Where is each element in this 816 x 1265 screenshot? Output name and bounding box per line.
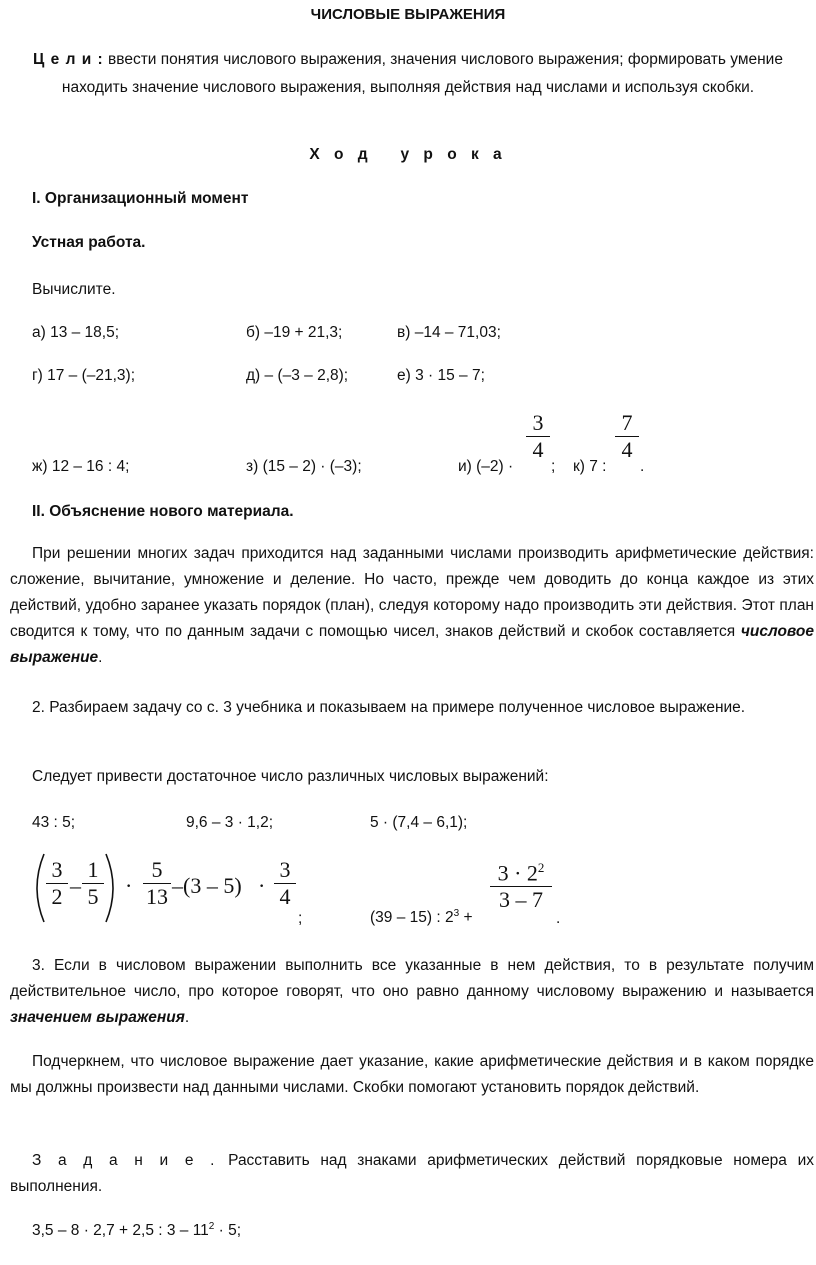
fraction-1-5-denominator: 5 — [87, 884, 99, 909]
expr-part2-exponent: 3 — [453, 908, 460, 919]
final-expression — [32, 1221, 241, 1240]
fraction-k — [615, 410, 639, 463]
explanation-paragraph-1 — [10, 541, 814, 671]
multiply-dot-2: · — [258, 873, 266, 898]
p1-end: . — [98, 649, 103, 666]
multiply-dot-1: · — [125, 873, 133, 898]
example-1: 43 : 5; — [32, 814, 76, 831]
fraction-power-denominator: 3 – 7 — [499, 887, 543, 913]
example-3: 5 · (7,4 – 6,1); — [370, 814, 468, 831]
exercise-g: г) 17 – (–21,3); — [32, 367, 136, 384]
example-2: 9,6 – 3 · 1,2; — [186, 814, 274, 831]
fraction-k-denominator: 4 — [621, 437, 633, 462]
fraction-3-4 — [274, 857, 296, 910]
p1-text: При решении многих задач приходится над заданными числами производить арифметические действия: сложение, вычитание, умножение и деление. Но часто, прежде чем доводить до конца каждое из этих действий, удобно заранее указать порядок (план), следуя которому надо производить эти действия. Этот план сводится к тому, что по данным задачи с помощью чисел, знаков действий и скобок составляется — [10, 545, 814, 640]
fraction-5-13 — [143, 857, 171, 910]
task-paragraph — [10, 1148, 814, 1200]
p4-text: 3. Если в числовом выражении выполнить все указанные в нем действия, то в результате получим действительное число, про которое говорят, что оно равно данному числовому выражению и называется — [10, 957, 814, 1000]
final-expression-end: · 5; — [214, 1222, 242, 1240]
exercise-k: к) 7 : — [573, 458, 607, 475]
expr-middle: –(3 – 5) — [172, 873, 242, 898]
exercise-a: а) 13 – 18,5; — [32, 324, 120, 341]
section1-heading: I. Организационный момент — [32, 190, 249, 207]
fraction-1-5-numerator: 1 — [87, 857, 99, 882]
expr-end: . — [556, 910, 561, 927]
exercise-zh: ж) 12 – 16 : 4; — [32, 458, 130, 475]
fraction-3-2 — [46, 857, 68, 910]
section2-heading: II. Объяснение нового материала. — [32, 503, 294, 520]
fraction-3-2-numerator: 3 — [51, 857, 63, 882]
exercise-i: и) (–2) · — [458, 458, 514, 475]
fraction-5-13-numerator: 5 — [151, 857, 163, 882]
fraction-3-4-denominator: 4 — [279, 884, 291, 909]
minus-sign: – — [70, 873, 81, 898]
numeric-expression-term: числовое выражение — [10, 623, 814, 666]
fraction-power-num-exp: 2 — [537, 860, 545, 875]
exercise-i-end: ; — [551, 458, 556, 475]
exercise-z: з) (15 – 2) · (–3); — [246, 458, 362, 475]
exercise-k-end: . — [640, 458, 645, 475]
explanation-paragraph-5: Подчеркнем, что числовое выражение дает указание, какие арифметические действия и в каком порядке мы должны произвести над данными числами. Скобки помогают установить порядок действий. — [10, 1053, 814, 1096]
expr-semicolon: ; — [298, 910, 303, 927]
page-title: ЧИСЛОВЫЕ ВЫРАЖЕНИЯ — [310, 6, 506, 23]
expr-plus: + — [459, 909, 473, 927]
p4-end: . — [184, 1009, 190, 1026]
expression-value-term: значением выражения — [10, 1009, 185, 1026]
task-label: З а д а н и е . — [32, 1152, 218, 1169]
exercise-e: е) 3 · 15 – 7; — [397, 367, 485, 384]
goals-text: ввести понятия числового выражения, значения числового выражения; формировать умение находить значение числового выражения, выполняя действия над числами и используя скобки. — [61, 51, 783, 96]
fraction-3-4-numerator: 3 — [279, 857, 291, 882]
fraction-power-numerator — [490, 860, 552, 886]
exercise-b: б) –19 + 21,3; — [246, 324, 343, 341]
expr-part2 — [370, 908, 473, 927]
expr-part2-base: (39 – 15) : 2 — [370, 909, 454, 927]
explanation-paragraph-3: Следует привести достаточное число различных числовых выражений: — [32, 768, 549, 785]
right-paren-large — [102, 852, 122, 924]
goals-paragraph — [12, 46, 804, 102]
oral-work-heading: Устная работа. — [32, 234, 146, 251]
final-expression-main: 3,5 – 8 · 2,7 + 2,5 : 3 – 11 — [32, 1222, 209, 1240]
fraction-1-5 — [82, 857, 104, 910]
fraction-i-numerator: 3 — [532, 410, 544, 435]
fraction-i-denominator: 4 — [532, 437, 544, 462]
fraction-power-num-base: 3 · 2 — [497, 860, 538, 886]
fraction-3-2-denominator: 2 — [51, 884, 63, 909]
lesson-heading: Х о д у р о к а — [309, 146, 507, 163]
fraction-k-numerator: 7 — [621, 410, 633, 435]
explanation-paragraph-2: 2. Разбираем задачу со с. 3 учебника и показываем на примере полученное числовое выражение. — [32, 699, 746, 716]
fraction-5-13-denominator: 13 — [146, 884, 168, 909]
exercise-v: в) –14 – 71,03; — [397, 324, 501, 341]
goals-label: Ц е л и : — [33, 51, 104, 68]
exercise-d: д) – (–3 – 2,8); — [246, 367, 349, 384]
fraction-power — [490, 860, 552, 913]
final-expression-exponent: 2 — [208, 1221, 215, 1232]
compute-label: Вычислите. — [32, 281, 116, 298]
fraction-i — [526, 410, 550, 463]
explanation-paragraph-4 — [10, 953, 814, 1031]
task-text: Расставить над знаками арифметических действий порядковые номера их выполнения. — [10, 1152, 814, 1195]
